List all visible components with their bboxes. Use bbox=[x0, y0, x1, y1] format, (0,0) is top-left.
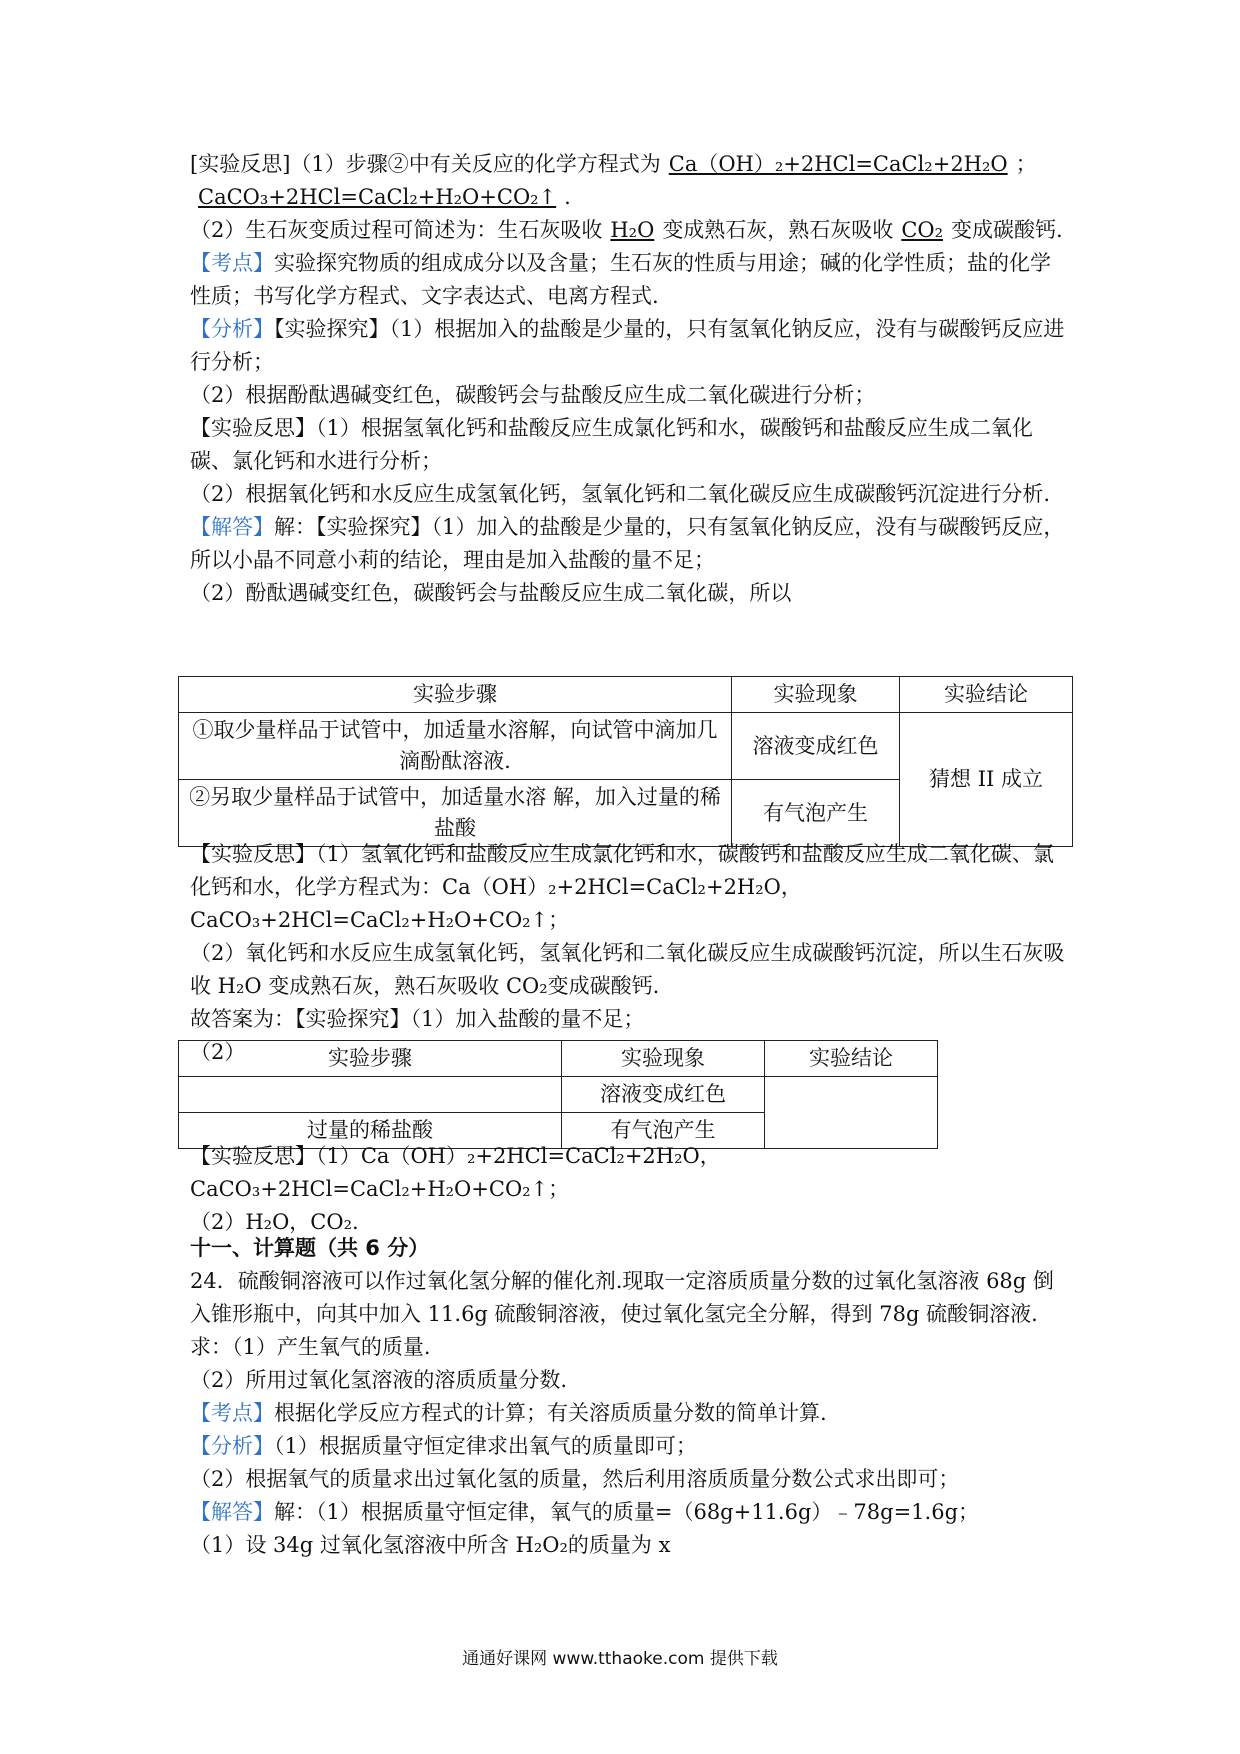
reflection-answer-2: （2）氧化钙和水反应生成氢氧化钙，氢氧化钙和二氧化碳反应生成碳酸钙沉淀，所以生石灰吸收 H₂O 变成熟石灰，熟石灰吸收 CO₂变成碳酸钙. bbox=[190, 941, 1065, 998]
page-content bbox=[190, 148, 1070, 610]
fenxi-1-part4: （2）根据氧化钙和水反应生成氢氧化钙，氢氧化钙和二氧化碳反应生成碳酸钙沉淀进行分析. bbox=[190, 482, 1051, 506]
reflection-answer-1: 【实验反思】（1）氢氧化钙和盐酸反应生成氯化钙和水，碳酸钙和盐酸反应生成二氧化碳、氯化钙和水，化学方程式为：Ca（OH）₂+2HCl=CaCl₂+2H₂O，CaCO₃+2HCl=CaCl₂+H₂O+CO₂↑； bbox=[190, 842, 1054, 932]
table-cell: 猜想 II 成立 bbox=[900, 713, 1073, 847]
kaodian-tag: 【考点】 bbox=[190, 251, 274, 275]
answer-summary: 故答案为：【实验探究】（1）加入盐酸的量不足； bbox=[190, 1007, 645, 1031]
reflection-question-1: [实验反思]（1）步骤②中有关反应的化学方程式为 Ca（OH）₂+2HCl=CaCl₂+2H₂O ；CaCO₃+2HCl=CaCl₂+H₂O+CO₂↑ . bbox=[190, 152, 1037, 209]
table-header: 实验现象 bbox=[562, 1041, 765, 1077]
table-cell: 有气泡产生 bbox=[732, 780, 900, 847]
answer-summary-2: （2） bbox=[190, 1040, 246, 1064]
table-header: 实验步骤 bbox=[179, 677, 732, 713]
answer-blank-eq2: CaCO₃+2HCl=CaCl₂+H₂O+CO₂↑ bbox=[198, 185, 557, 209]
table-cell: 有气泡产生 bbox=[562, 1113, 765, 1149]
jieda-2-part2: （1）设 34g 过氧化氢溶液中所含 H₂O₂的质量为 x bbox=[190, 1533, 671, 1557]
final-answer-1: 【实验反思】（1）Ca（OH）₂+2HCl=CaCl₂+2H₂O，CaCO₃+2HCl=CaCl₂+H₂O+CO₂↑； bbox=[190, 1144, 721, 1201]
jieda-1-part2: （2）酚酞遇碱变红色，碳酸钙会与盐酸反应生成二氧化碳，所以 bbox=[190, 581, 792, 605]
table-cell: 溶液变成红色 bbox=[732, 713, 900, 780]
footer-watermark: 通通好课网 www.tthaoke.com 提供下载 bbox=[462, 1649, 778, 1669]
final-answer-2: （2）H₂O，CO₂. bbox=[190, 1210, 359, 1234]
question-24-ask2: （2）所用过氧化氢溶液的溶质质量分数. bbox=[190, 1368, 568, 1392]
fenxi-2-part2: （2）根据氧气的质量求出过氧化氢的质量，然后利用溶质质量分数公式求出即可； bbox=[190, 1467, 960, 1491]
table-header: 实验步骤 bbox=[179, 1041, 562, 1077]
table-header: 实验结论 bbox=[765, 1041, 938, 1077]
table-cell bbox=[179, 1077, 562, 1113]
table-cell: 溶液变成红色 bbox=[562, 1077, 765, 1113]
table-cell: ①取少量样品于试管中，加适量水溶解，向试管中滴加几滴酚酞溶液. bbox=[179, 713, 732, 780]
section-title: 十一、计算题（共 6 分） bbox=[190, 1236, 430, 1260]
jieda-tag: 【解答】 bbox=[190, 515, 274, 539]
table-header: 实验结论 bbox=[900, 677, 1073, 713]
final-answers bbox=[190, 1140, 1070, 1239]
table-cell: 过量的稀盐酸 bbox=[179, 1113, 562, 1149]
jieda-tag: 【解答】 bbox=[190, 1500, 274, 1524]
fenxi-tag: 【分析】 bbox=[190, 1434, 274, 1458]
fenxi-tag: 【分析】 bbox=[190, 317, 274, 341]
experiment-table-1 bbox=[178, 676, 1073, 847]
reflection-question-2: （2）生石灰变质过程可简述为：生石灰吸收 H₂O 变成熟石灰，熟石灰吸收 CO₂ 变成碳酸钙. bbox=[190, 218, 1063, 242]
jieda-1: 【解答】解：【实验探究】（1）加入的盐酸是少量的，只有氢氧化钠反应，没有与碳酸钙反应，所以小晶不同意小莉的结论，理由是加入盐酸的量不足； bbox=[190, 515, 1065, 572]
experiment-table-2 bbox=[178, 1040, 938, 1149]
kaodian-1: 【考点】实验探究物质的组成成分以及含量；生石灰的性质与用途；碱的化学性质；盐的化学性质；书写化学方程式、文字表达式、电离方程式. bbox=[190, 251, 1051, 308]
table-header: 实验现象 bbox=[732, 677, 900, 713]
table-cell: ②另取少量样品于试管中，加适量水溶 解，加入过量的稀盐酸 bbox=[179, 780, 732, 847]
fenxi-1-part3: 【实验反思】（1）根据氢氧化钙和盐酸反应生成氯化钙和水，碳酸钙和盐酸反应生成二氧化碳、氯化钙和水进行分析； bbox=[190, 416, 1033, 473]
fenxi-1-part2: （2）根据酚酞遇碱变红色，碳酸钙会与盐酸反应生成二氧化碳进行分析； bbox=[190, 383, 876, 407]
calculation-section bbox=[190, 1232, 1070, 1562]
question-24-ask1: 求：（1）产生氧气的质量. bbox=[190, 1335, 431, 1359]
answer-blank-h2o: H₂O bbox=[610, 218, 655, 242]
answer-blank-co2: CO₂ bbox=[901, 218, 944, 242]
answer-blank-eq1: Ca（OH）₂+2HCl=CaCl₂+2H₂O bbox=[668, 152, 1008, 176]
question-24: 24．硫酸铜溶液可以作过氧化氢分解的催化剂.现取一定溶质质量分数的过氧化氢溶液 68g 倒入锥形瓶中，向其中加入 11.6g 硫酸铜溶液，使过氧化氢完全分解，得到 78g 硫酸铜溶液. bbox=[190, 1269, 1054, 1326]
kaodian-2: 【考点】根据化学反应方程式的计算；有关溶质质量分数的简单计算. bbox=[190, 1401, 827, 1425]
table-cell bbox=[765, 1077, 938, 1149]
fenxi-2: 【分析】（1）根据质量守恒定律求出氧气的质量即可； bbox=[190, 1434, 697, 1458]
kaodian-tag: 【考点】 bbox=[190, 1401, 274, 1425]
fenxi-1: 【分析】【实验探究】（1）根据加入的盐酸是少量的，只有氢氧化钠反应，没有与碳酸钙反应进行分析； bbox=[190, 317, 1065, 374]
jieda-2: 【解答】解：（1）根据质量守恒定律，氧气的质量=（68g+11.6g）﹣78g=1.6g； bbox=[190, 1500, 980, 1524]
reflection-answer bbox=[190, 838, 1070, 1069]
